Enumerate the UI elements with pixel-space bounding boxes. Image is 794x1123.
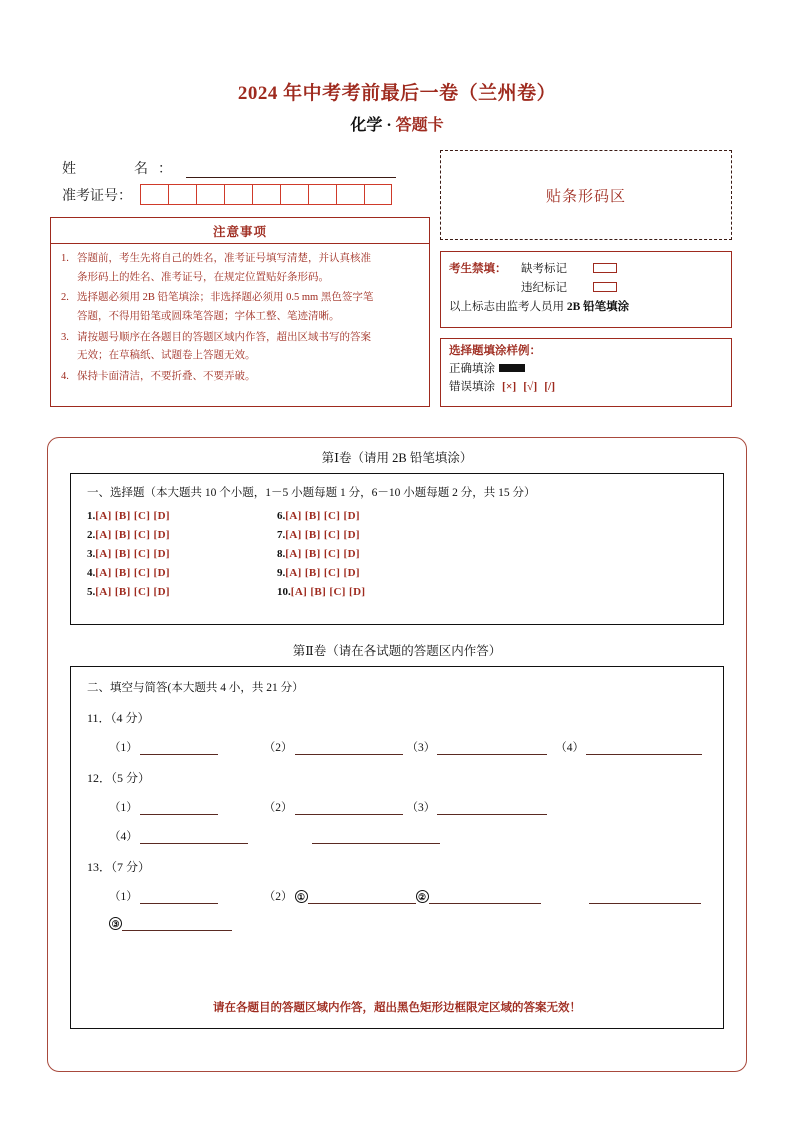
answer-blank[interactable] (140, 801, 218, 815)
notice-item-number: 1. (61, 253, 69, 264)
exam-id-digit-cell[interactable] (140, 184, 168, 205)
exam-id-digit-cell[interactable] (224, 184, 252, 205)
notice-item-line: 请按题号顺序在各题目的答题区域内作答，超出区域书写的答案 (77, 331, 371, 343)
answer-line-row (87, 828, 707, 844)
choice-question-number: 2. (87, 528, 96, 541)
choice-question-number: 9. (277, 566, 286, 579)
forbidden-footer-bold: 2B 铅笔填涂 (566, 301, 630, 313)
name-input[interactable] (186, 163, 396, 178)
choice-options[interactable]: [A] [B] [C] [D] (95, 547, 170, 560)
name-label: 姓 名： (62, 162, 182, 177)
sample-title: 选择题填涂样例： (449, 345, 541, 357)
sample-correct-label: 正确填涂 (449, 362, 495, 375)
notice-item-number: 2. (61, 292, 69, 304)
question-title: 13．（7 分） (87, 860, 151, 874)
notice-item (61, 250, 419, 287)
violation-mark-checkbox[interactable] (593, 282, 617, 292)
sub-question-label: （4） (555, 742, 584, 754)
notice-item-text (77, 250, 419, 287)
subject-label: 化学 (350, 117, 383, 134)
choice-question-number: 5. (87, 585, 96, 598)
choice-options[interactable]: [A] [B] [C] [D] (95, 510, 170, 522)
choice-row[interactable] (87, 526, 277, 545)
choice-row[interactable] (87, 545, 277, 564)
notice-item-text (77, 368, 419, 387)
section1-instruction: 一、选择题（本大题共 10 个小题，1－5 小题每题 1 分，6－10 小题每题 2 分，共 15 分） (87, 487, 536, 499)
choice-options[interactable]: [A] [B] [C] [D] (95, 528, 170, 541)
sub-question-label: （1） (109, 891, 138, 903)
section2-instruction: 二、填空与简答(本大题共 4 小，共 21 分） (87, 682, 304, 694)
sub-question-label: （2） (263, 891, 293, 903)
sheet-type-label: 答题卡 (395, 117, 444, 134)
answer-blank[interactable] (122, 917, 232, 931)
choice-options[interactable]: [A] [B] [C] [D] (285, 566, 360, 579)
exam-id-row (62, 184, 392, 205)
answer-line-row (87, 917, 707, 931)
answer-blank[interactable] (308, 890, 416, 904)
choice-options[interactable]: [A] [B] [C] [D] (290, 585, 366, 598)
wrong-mark-cross: [×] (502, 380, 517, 393)
exam-id-digit-cell[interactable] (308, 184, 336, 205)
section2-header: 第Ⅱ卷（请在各试题的答题区内作答） (292, 644, 502, 658)
notice-item-line: 答题，不得用铅笔或圆珠笔答题；字体工整、笔迹清晰。 (77, 311, 340, 323)
fill-in-box (70, 666, 724, 1029)
circled-number-marker: ② (416, 890, 429, 903)
violation-mark-row (449, 277, 731, 296)
choice-row[interactable] (277, 545, 467, 564)
notice-item (61, 368, 419, 387)
answer-blank[interactable] (140, 741, 218, 755)
forbidden-footer (449, 298, 731, 314)
notice-item-line: 答题前，考生先将自己的姓名，准考证号填写清楚，并认真核准 (77, 253, 371, 264)
sample-wrong-row (449, 379, 731, 397)
page-title: 2024 年中考考前最后一卷（兰州卷） (237, 83, 557, 104)
choice-question-number: 6. (277, 510, 286, 522)
footer-note: 请在各题目的答题区域内作答，超出黑色矩形边框限定区域的答案无效！ (213, 1002, 581, 1014)
question-title: 12．（5 分） (87, 771, 151, 785)
choice-column-left (87, 507, 277, 602)
sub-question-label: （4） (109, 831, 138, 843)
choice-question-number: 1. (87, 510, 96, 522)
absent-mark-checkbox[interactable] (593, 263, 617, 273)
choice-options[interactable]: [A] [B] [C] [D] (95, 585, 170, 598)
forbidden-footer-prefix: 以上标志由监考人员用 (449, 301, 567, 313)
exam-id-digit-cell[interactable] (168, 184, 196, 205)
sub-question-label: （3） (406, 742, 436, 754)
choice-options[interactable]: [A] [B] [C] [D] (285, 528, 360, 541)
question-title: 11．（4 分） (87, 711, 150, 725)
sub-question-label: （1） (109, 802, 138, 814)
answer-blank[interactable] (437, 801, 547, 815)
barcode-area (440, 150, 732, 240)
notice-list (51, 244, 429, 387)
notice-item (61, 289, 419, 326)
choice-row[interactable] (87, 564, 277, 583)
barcode-area-label: 贴条形码区 (545, 188, 626, 205)
sample-correct-row (449, 361, 731, 379)
notice-title: 注意事项 (51, 218, 429, 244)
answer-blank[interactable] (140, 890, 218, 904)
sample-wrong-label: 错误填涂 (449, 380, 495, 393)
exam-id-digit-cell[interactable] (336, 184, 364, 205)
notice-item-number: 4. (61, 371, 69, 383)
answer-blank[interactable] (295, 801, 403, 815)
choice-question-number: 3. (87, 547, 96, 560)
choice-question-number: 10. (277, 585, 291, 598)
sub-question-label: （3） (406, 802, 436, 814)
choice-options[interactable]: [A] [B] [C] [D] (285, 510, 360, 522)
notice-item-line: 保持卡面清洁，不要折叠、不要弄破。 (77, 371, 256, 383)
choice-question-number: 7. (277, 528, 286, 541)
notice-item (61, 329, 419, 366)
notice-item-number: 3. (61, 331, 69, 343)
notice-box (50, 217, 430, 407)
answer-line-row (87, 739, 707, 755)
answer-blank[interactable] (140, 830, 248, 844)
circled-number-marker: ① (295, 890, 308, 903)
notice-item-line: 无效；在草稿纸、试题卷上答题无效。 (77, 350, 256, 362)
exam-id-digit-cell[interactable] (364, 184, 392, 205)
forbidden-label: 考生禁填： (449, 262, 507, 275)
absent-mark-row (449, 258, 731, 277)
subtitle-separator: · (382, 117, 396, 134)
choice-row[interactable] (87, 583, 277, 602)
notice-item-line: 条形码上的姓名、准考证号，在规定位置贴好条形码。 (77, 271, 329, 283)
sub-question-label: （2） (263, 802, 293, 814)
notice-item-text (77, 329, 419, 366)
choice-row[interactable] (277, 583, 467, 602)
circled-number-marker: ③ (109, 917, 122, 930)
choice-row[interactable] (87, 507, 277, 526)
choice-options[interactable]: [A] [B] [C] [D] (285, 547, 360, 560)
exam-id-digit-cell[interactable] (280, 184, 308, 205)
sub-question-label: （2） (263, 742, 293, 754)
exam-id-digit-cell[interactable] (196, 184, 224, 205)
choice-grid (87, 507, 707, 602)
questions-area (87, 709, 707, 931)
choice-question-number: 8. (277, 547, 286, 560)
wrong-mark-slash: [/] (544, 380, 556, 393)
multiple-choice-box (70, 473, 724, 625)
sub-question-label: （1） (109, 742, 138, 754)
wrong-mark-check: [√] (523, 380, 538, 393)
answer-blank[interactable] (312, 830, 440, 844)
fill-sample-box (440, 338, 732, 407)
choice-options[interactable]: [A] [B] [C] [D] (95, 566, 170, 579)
exam-id-digit-cell[interactable] (252, 184, 280, 205)
choice-row[interactable] (277, 507, 467, 526)
choice-row[interactable] (277, 526, 467, 545)
choice-column-right (277, 507, 467, 602)
section1-header: 第Ⅰ卷（请用 2B 铅笔填涂） (321, 451, 473, 465)
exam-id-label: 准考证号： (62, 188, 132, 204)
answer-blank[interactable] (295, 741, 403, 755)
answer-blank[interactable] (589, 890, 701, 904)
answer-line-row (87, 888, 707, 904)
answer-blank[interactable] (429, 890, 541, 904)
choice-row[interactable] (277, 564, 467, 583)
answer-blank[interactable] (437, 741, 547, 755)
name-field-row (62, 158, 396, 178)
examinee-forbidden-box (440, 251, 732, 328)
answer-line-row (87, 799, 707, 815)
answer-blank[interactable] (586, 741, 702, 755)
choice-question-number: 4. (87, 566, 96, 579)
violation-mark-label: 违纪标记 (521, 281, 567, 294)
filled-bubble-icon (499, 364, 525, 372)
answer-area-frame (47, 437, 747, 1072)
absent-mark-label: 缺考标记 (521, 262, 567, 275)
notice-item-text (77, 289, 419, 326)
notice-item-line: 选择题必须用 2B 铅笔填涂；非选择题必须用 0.5 mm 黑色签字笔 (77, 292, 374, 304)
page-subtitle (0, 112, 794, 135)
exam-id-boxes[interactable] (140, 184, 392, 205)
